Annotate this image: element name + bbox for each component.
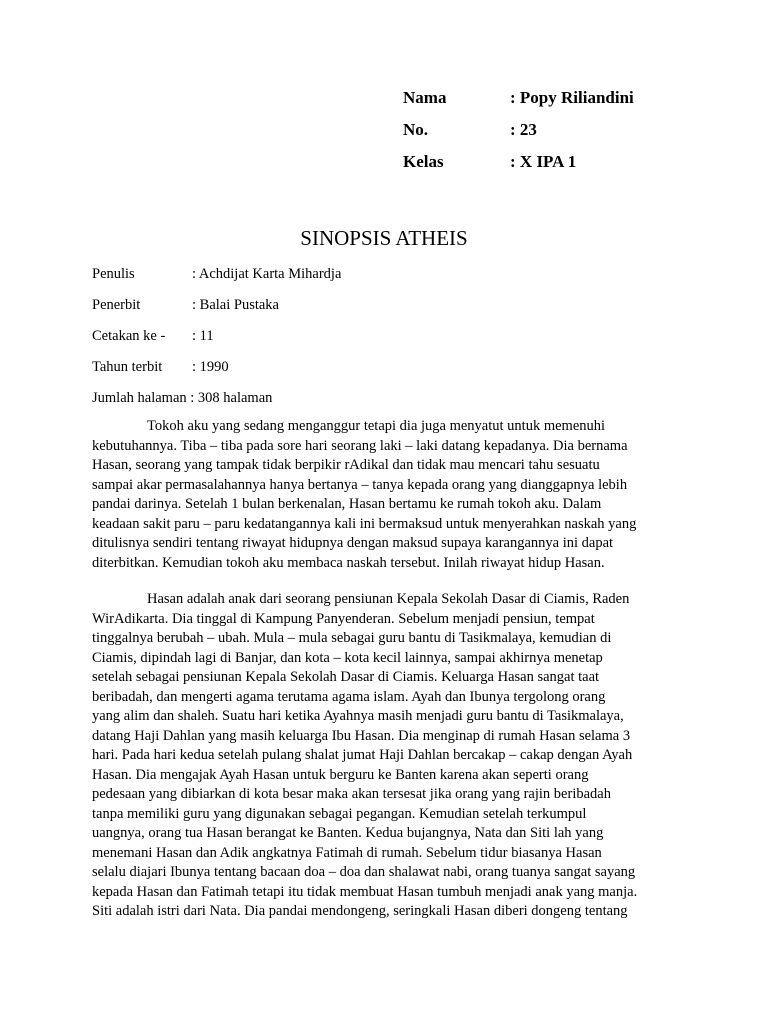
text-line: beribadah, dan mengerti agama terutama agama islam. Ayah dan Ibunya tergolong orang: [92, 688, 606, 705]
page-count: Jumlah halaman : 308 halaman: [92, 390, 273, 406]
text-line: diterbitkan. Kemudian tokoh aku membaca naskah tersebut. Inilah riwayat hidup Hasan.: [92, 554, 605, 571]
publisher-value: : Balai Pustaka: [192, 297, 279, 313]
text-line: yang alim dan shaleh. Suatu hari ketika Ayahnya masih menjadi guru bantu di Tasikmalaya,: [92, 708, 624, 724]
publisher-row: [92, 294, 279, 325]
author-value: : Achdijat Karta Mihardja: [192, 266, 342, 282]
text-line: datang Haji Dahlan yang masih keluarga Ibu Hasan. Dia menginap di rumah Hasan selama 3: [92, 727, 631, 744]
text-line: tanpa memiliki guru yang digunakan sebagai pegangan. Kemudian setelah terkumpul: [92, 805, 587, 822]
text-line: hari. Pada hari kedua setelah pulang shalat jumat Haji Dahlan bercakap – cakap dengan Ayah: [92, 747, 633, 763]
text-line: pandai darinya. Setelah 1 bulan berkenalan, Hasan bertamu ke rumah tokoh aku. Dalam: [92, 496, 602, 512]
author-label: Penulis: [92, 266, 135, 282]
text-line: selalu diajari Ibunya tentang bacaan doa – doa dan shalawat nabi, orang tuanya sangat sayang: [92, 864, 636, 880]
text-line: ditulisnya sendiri tentang riwayat hidupnya dengan maksud supaya karangannya ini dapat: [92, 535, 614, 551]
text-line: pedesaan yang dibiarkan di kota besar maka akan tersesat jika orang yang rajin beribadah: [92, 786, 611, 802]
number-label: No.: [403, 120, 429, 139]
text-line: uangnya, orang tua Hasan berangat ke Banten. Kedua bujangnya, Nata dan Siti lah yang: [92, 825, 604, 841]
document-title: SINOPSIS ATHEIS: [300, 226, 468, 250]
edition-label: Cetakan ke -: [92, 328, 166, 344]
text-line: setelah sebagai pensiunan Kepala Sekolah Dasar di Ciamis. Keluarga Hasan sangat taat: [92, 669, 600, 685]
paragraph: [92, 590, 682, 922]
year-label: Tahun terbit: [92, 359, 163, 375]
text-line: Tokoh aku yang sedang menganggur tetapi dia juga menyatut untuk memenuhi: [147, 418, 606, 434]
year-row: [92, 356, 272, 387]
number-value: : 23: [510, 120, 537, 139]
class-label: Kelas: [403, 152, 444, 171]
text-line: Siti adalah istri dari Nata. Dia pandai mendongeng, seringkali Hasan diberi dongeng tentang: [92, 903, 628, 919]
synopsis-body: [92, 417, 682, 939]
author-row: [92, 263, 342, 294]
paragraph: [92, 417, 682, 573]
class-value: : X IPA 1: [510, 152, 577, 171]
text-line: keadaan sakit paru – paru kedatangannya kali ini bermaksud untuk menyerahkan naskah yang: [92, 515, 637, 532]
edition-row: [92, 325, 272, 356]
year-value: : 1990: [192, 359, 229, 375]
text-line: Hasan adalah anak dari seorang pensiunan Kepala Sekolah Dasar di Ciamis, Raden: [147, 591, 630, 607]
text-line: Ciamis, dipindah lagi di Banjar, dan kota – kota kecil lainnya, sampai akhirnya menetap: [92, 649, 603, 666]
name-value: : Popy Riliandini: [510, 88, 634, 107]
text-line: tinggalnya berubah – ubah. Mula – mula sebagai guru bantu di Tasikmalaya, kemudian di: [92, 630, 612, 646]
page-count-row: [92, 387, 272, 418]
text-line: menemani Hasan dan Adik angkatnya Fatimah di rumah. Sebelum tidur biasanya Hasan: [92, 844, 602, 861]
text-line: sampai akar permasalahannya hanya bertanya – tanya kepada orang yang dianggapnya lebih: [92, 476, 628, 493]
publisher-label: Penerbit: [92, 297, 141, 313]
text-line: Hasan. Dia mengajak Ayah Hasan untuk berguru ke Banten karena akan seperti orang: [92, 766, 589, 783]
text-line: kepada Hasan dan Fatimah tetapi itu tidak membuat Hasan tumbuh menjadi anak yang manja.: [92, 883, 638, 900]
text-line: WirAdikarta. Dia tinggal di Kampung Panyenderan. Sebelum menjadi pensiun, tempat: [92, 610, 595, 627]
name-label: Nama: [403, 88, 447, 107]
edition-value: : 11: [192, 328, 214, 344]
book-metadata: [92, 263, 342, 418]
text-line: kebutuhannya. Tiba – tiba pada sore hari seorang laki – laki datang kepadanya. Dia bernama: [92, 437, 628, 454]
text-line: Hasan, seorang yang tampak tidak berpikir rAdikal dan tidak mau mencari tahu sesuatu: [92, 457, 600, 473]
